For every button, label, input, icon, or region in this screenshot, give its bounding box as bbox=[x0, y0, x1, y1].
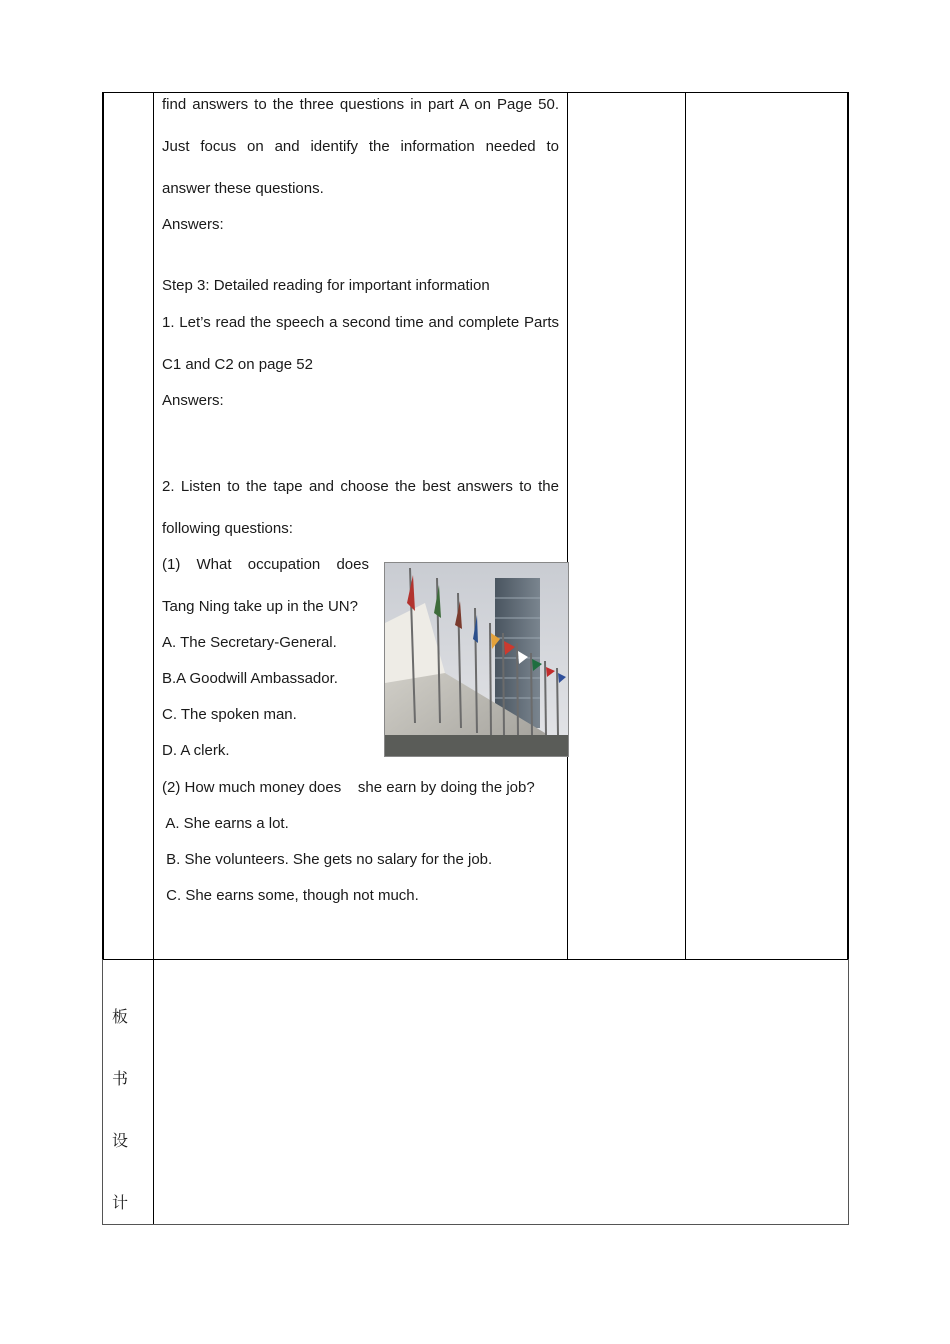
lesson-text-line: Just focus on and identify the information needed to bbox=[162, 138, 559, 155]
table-row-divider bbox=[102, 959, 849, 960]
lesson-text-line: answer these questions. bbox=[162, 180, 324, 197]
answer-option: B.A Goodwill Ambassador. bbox=[162, 670, 338, 687]
board-design-char: 设 bbox=[112, 1131, 129, 1150]
answer-option: A. She earns a lot. bbox=[162, 815, 289, 832]
question-text: (2) How much money does she earn by doing the job? bbox=[162, 779, 535, 796]
answer-option: D. A clerk. bbox=[162, 742, 230, 759]
table-left-border bbox=[102, 92, 104, 960]
question-text: Tang Ning take up in the UN? bbox=[162, 598, 358, 615]
table-column-divider-1 bbox=[153, 92, 154, 1225]
un-headquarters-photo bbox=[384, 562, 569, 757]
lesson-text-line: 2. Listen to the tape and choose the best answers to the bbox=[162, 478, 559, 495]
answer-option: B. She volunteers. She gets no salary for the job. bbox=[162, 851, 493, 868]
lesson-text-line: 1. Let’s read the speech a second time and complete Parts bbox=[162, 314, 559, 331]
board-right-border bbox=[848, 959, 849, 1225]
answer-option: C. She earns some, though not much. bbox=[162, 887, 419, 904]
question-text: (1) What occupation does bbox=[162, 556, 369, 573]
board-left-border bbox=[102, 959, 103, 1225]
step-heading: Step 3: Detailed reading for important information bbox=[162, 277, 490, 294]
lesson-text-line: find answers to the three questions in part A on Page 50. bbox=[162, 96, 559, 113]
photo-illustration bbox=[385, 563, 568, 756]
table-column-divider-3 bbox=[685, 92, 686, 960]
lesson-text-line: C1 and C2 on page 52 bbox=[162, 356, 313, 373]
answers-label: Answers: bbox=[162, 392, 224, 409]
answer-option: C. The spoken man. bbox=[162, 706, 297, 723]
board-design-char: 计 bbox=[112, 1193, 129, 1212]
table-top-border bbox=[102, 92, 849, 93]
lesson-text-line: following questions: bbox=[162, 520, 293, 537]
table-bottom-border bbox=[102, 1224, 849, 1225]
board-design-char: 书 bbox=[112, 1069, 129, 1088]
answer-option: A. The Secretary-General. bbox=[162, 634, 337, 651]
table-column-divider-2 bbox=[567, 92, 568, 960]
table-right-border bbox=[847, 92, 849, 960]
answers-label: Answers: bbox=[162, 216, 224, 233]
board-design-char: 板 bbox=[112, 1007, 129, 1026]
